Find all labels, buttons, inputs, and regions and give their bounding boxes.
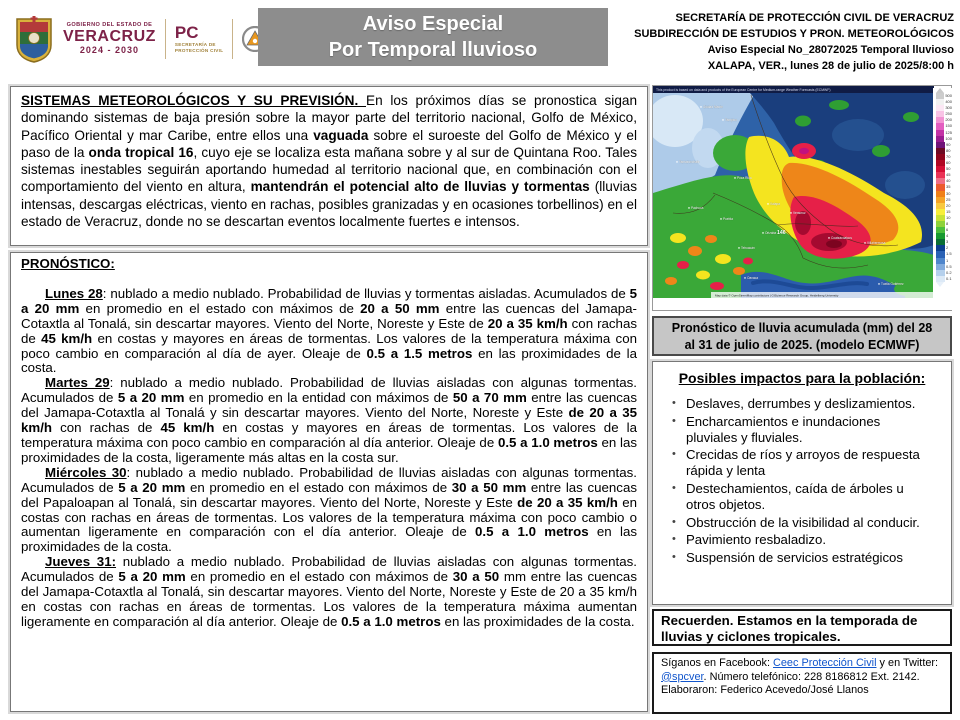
org-line-4: XALAPA, VER., lunes 28 de julio de 2025/8:00 h xyxy=(707,60,954,72)
pc-abbr-text: PC xyxy=(174,23,199,43)
colorbar-step: 0.1 xyxy=(933,276,952,282)
impact-item: • Suspensión de servicios estratégicos xyxy=(672,550,930,566)
colorbar-step: 0.2 xyxy=(933,270,952,276)
pc-sub2-text: PROTECCIÓN CIVIL xyxy=(174,48,224,53)
impact-item: • Deslaves, derrumbes y deslizamientos. xyxy=(672,396,930,412)
map-peak-value-label: 146 xyxy=(777,230,786,236)
forecast-box xyxy=(10,252,648,712)
pc-sub1-text: SECRETARÍA DE xyxy=(174,41,216,47)
colorbar-step: 200 xyxy=(933,117,952,123)
colorbar-step: 1.5 xyxy=(933,251,952,257)
map-city-label: Pachuca xyxy=(691,206,704,210)
impact-item: • Encharcamientos e inundaciones pluviales y fluviales. xyxy=(672,414,930,446)
map-caption-line1: Pronóstico de lluvia acumulada (mm) del 28 xyxy=(671,321,933,335)
colorbar-step: 10 xyxy=(933,215,952,221)
map-city-label: Tampico xyxy=(725,118,737,122)
colorbar-step: 100 xyxy=(933,136,952,142)
org-header xyxy=(582,10,954,74)
social-contact-line: Síganos en Facebook: Ceec Protección Civil y en Twitter: @spcver. Número telefónico: 228 8186812 Ext. 2142. xyxy=(661,657,939,683)
impact-item: • Pavimiento resbaladizo. xyxy=(672,532,930,548)
colorbar-step: 80 xyxy=(933,148,952,154)
map-city-label: Xalapa xyxy=(770,202,780,206)
colorbar-step: 90 xyxy=(933,142,952,148)
authors-line: Elaboraron: Federico Acevedo/José Llanos xyxy=(661,684,869,697)
org-line-2: SUBDIRECCIÓN DE ESTUDIOS Y PRON. METEOROLÓGICOS xyxy=(634,28,954,40)
map-caption xyxy=(652,316,952,356)
colorbar-step: 4 xyxy=(933,233,952,239)
map-city-label: Poza Rica xyxy=(737,176,752,180)
forecast-monday: Lunes 28: nublado a medio nublado. Probabilidad de lluvias y tormentas aisladas. Acumulados de 5 a 20 mm en promedio en el estado con máximos de 20 a 50 mm entre las cuencas del Jamapa-Cotaxtla al Tonalá, sin descartar mayores. Viento del Norte, Noreste y Este de 20 a 35 km/h con rachas de 45 km/h en costas y mayores en áreas de tormentas. Los valores de la temperatura máxima con poco cambio en comparación al día de ayer. Oleaje de 0.5 a 1.5 metros en las proximidades de la costa. xyxy=(21,285,637,376)
map-city-label: Coatzacoalcos xyxy=(831,236,852,240)
colorbar-step: 25 xyxy=(933,197,952,203)
precipitation-map-image xyxy=(653,86,934,304)
map-city-dot xyxy=(790,212,792,214)
logo-divider xyxy=(165,19,166,59)
map-attribution: Map data © OpenStreetMap contributors | GIScience Research Group, Heidelberg University xyxy=(715,293,839,298)
impact-item: • Crecidas de ríos y arroyos de respuesta rápida y lenta xyxy=(672,447,930,479)
map-city-dot xyxy=(722,119,724,121)
forecast-heading: PRONÓSTICO: xyxy=(21,256,115,271)
colorbar-step: 8 xyxy=(933,221,952,227)
veracruz-coat-of-arms-icon xyxy=(14,15,54,63)
org-line-1: SECRETARÍA DE PROTECCIÓN CIVIL DE VERACRUZ xyxy=(675,12,954,24)
weather-systems-paragraph: SISTEMAS METEOROLÓGICOS Y SU PREVISIÓN. En los próximos días se pronostica sigan dominando sistemas de baja presión sobre la mayor parte del territorio nacional, Golfo de México, Pacífico Oriental y mar Caribe, entre ellos una vaguada sobre el suroeste del Golfo de México y el paso de la onda tropical 16, cuyo eje se localiza esta mañana sobre y al sur de Quintana Roo. Tales sistemas inestables seguirán aportando humedad al territorio nacional que, en combinación con el comportamiento del viento en altura, mantendrán el potencial alto de lluvias y tormentas (lluvias intensas, descargas eléctricas, viento en rachas, posibles granizadas y en ocasiones torbellinos) en el estado de Veracruz, donde no se descartan eventos localmente fuertes e intensos. xyxy=(21,93,638,230)
impacts-box xyxy=(652,361,952,605)
map-city-label: Oaxaca xyxy=(747,276,758,280)
map-city-label: Tamazunchale xyxy=(679,160,700,164)
colorbar-step: 400 xyxy=(933,99,952,105)
footer-link[interactable]: @spcver xyxy=(661,670,704,683)
colorbar-step: 40 xyxy=(933,178,952,184)
colorbar-step: 70 xyxy=(933,154,952,160)
map-city-dot xyxy=(700,106,702,108)
forecast-tuesday: Martes 29: nublado a medio nublado. Probabilidad de lluvias aisladas con algunas tormentas. Acumulados de 5 a 20 mm en promedio en la entidad con máximos de 50 a 70 mm entre las cuencas del Jamapa-Cotaxtla al Tonalá y sin descartar mayores. Viento del Norte, Noreste y Este de 20 a 35 km/h con rachas de 45 km/h en costas y mayores en áreas de tormentas. Los valores de la temperatura máxima con poco cambio en comparación al día anterior. Oleaje de 0.5 a 1.0 metros en las proximidades de la costa, ligeramente más altas en la costa sur. xyxy=(21,375,637,465)
map-city-dot xyxy=(720,218,722,220)
impact-item: • Destechamientos, caída de árboles u otros objetos. xyxy=(672,481,930,513)
forecast-wednesday: Miércoles 30: nublado a medio nublado. Probabilidad de lluvias aisladas con algunas tormentas. Acumulados de 5 a 20 mm en promedio en el estado con máximos de 30 a 50 mm entre las cuencas del Papaloapan al Tonalá, sin descartar mayores. Viento del Norte, Noreste y Este de 20 a 35 km/h en costas con rachas en áreas de tormentas. Los valores de la temperatura máxima con poco cambio o aumentan ligeramente en comparación con el día anterior. Oleaje de 0.5 a 1.0 metros en las proximidades de la costa. xyxy=(21,464,637,555)
map-city-dot xyxy=(878,283,880,285)
impact-item: • Obstrucción de la visibilidad al conducir. xyxy=(672,515,930,531)
map-city-dot xyxy=(676,161,678,163)
gov-name-text: VERACRUZ xyxy=(63,27,156,45)
colorbar-step: 35 xyxy=(933,184,952,190)
map-header-note: This product is based on data and products of the European Centre for Medium-range Weather Forecasts (ECMWF) xyxy=(656,87,831,92)
map-city-dot xyxy=(762,232,764,234)
map-city-label: Villahermosa xyxy=(867,241,886,245)
impacts-title: Posibles impactos para la población: xyxy=(678,370,926,386)
colorbar-bottom-cap xyxy=(936,282,944,287)
document-title xyxy=(258,8,608,66)
title-line-1: Aviso Especial xyxy=(362,13,504,35)
map-city-dot xyxy=(688,207,690,209)
pc-logo xyxy=(175,24,223,53)
precipitation-colorbar xyxy=(933,88,952,310)
map-caption-line2: al 31 de julio de 2025. (modelo ECMWF) xyxy=(684,337,920,352)
map-city-label: Tuxtla Gutiérrez xyxy=(881,282,904,286)
org-line-3: Aviso Especial No_28072025 Temporal lluvioso xyxy=(707,44,954,56)
map-city-label: Orizaba xyxy=(765,231,777,235)
map-city-label: Veracruz xyxy=(793,211,806,215)
map-city-label: Tehuacán xyxy=(741,246,755,250)
colorbar-step: 6 xyxy=(933,227,952,233)
forecast-thursday: Jueves 31: nublado a medio nublado. Probabilidad de lluvias aisladas con algunas tormentas. Acumulados de 5 a 20 mm en promedio en el estado con máximos de 30 a 50 mm entre las cuencas del Jamapa-Cotaxtla al Tonalá, sin descartar mayores. Viento del Norte, Noreste y Este de 20 a 35 km/h en costas con rachas en áreas de tormentas. Los valores de la temperatura máxima aumentan ligeramente en comparación al día anterior. Oleaje de 0.5 a 1.0 metros en las proximidades de la costa. xyxy=(21,554,637,629)
title-line-2: Por Temporal lluvioso xyxy=(328,39,538,61)
map-city-dot xyxy=(734,177,736,179)
map-city-label: Puebla xyxy=(723,217,733,221)
seasonal-reminder: Recuerden. Estamos en la temporada de lluvias y ciclones tropicales. xyxy=(652,609,952,646)
colorbar-step: 45 xyxy=(933,172,952,178)
colorbar-step: 2 xyxy=(933,245,952,251)
colorbar-step: 50 xyxy=(933,166,952,172)
logo-divider xyxy=(232,19,233,59)
colorbar-step: 500 xyxy=(933,93,952,99)
colorbar-step: 150 xyxy=(933,123,952,129)
map-city-dot xyxy=(738,247,740,249)
colorbar-step: 15 xyxy=(933,209,952,215)
footer-link[interactable]: Ceec Protección Civil xyxy=(773,657,877,669)
contact-footer xyxy=(652,652,952,714)
colorbar-step: 20 xyxy=(933,203,952,209)
colorbar-step: 30 xyxy=(933,191,952,197)
colorbar-step: 300 xyxy=(933,105,952,111)
colorbar-step: 60 xyxy=(933,160,952,166)
colorbar-step: 250 xyxy=(933,111,952,117)
map-city-dot xyxy=(744,277,746,279)
map-city-label: Ciudad Mante xyxy=(703,105,723,109)
map-city-dot xyxy=(828,237,830,239)
precipitation-map xyxy=(652,85,952,311)
colorbar-step: 3 xyxy=(933,239,952,245)
gov-veracruz-logo xyxy=(63,23,156,55)
colorbar-step: 1 xyxy=(933,258,952,264)
gov-years-text: 2024 - 2030 xyxy=(79,44,139,55)
gov-top-text: GOBIERNO DEL ESTADO DE xyxy=(66,22,153,29)
map-city-dot xyxy=(864,242,866,244)
impacts-list xyxy=(662,396,942,566)
colorbar-step: 125 xyxy=(933,130,952,136)
colorbar-step: 0.5 xyxy=(933,264,952,270)
map-city-dot xyxy=(767,203,769,205)
weather-systems-box xyxy=(10,86,648,246)
